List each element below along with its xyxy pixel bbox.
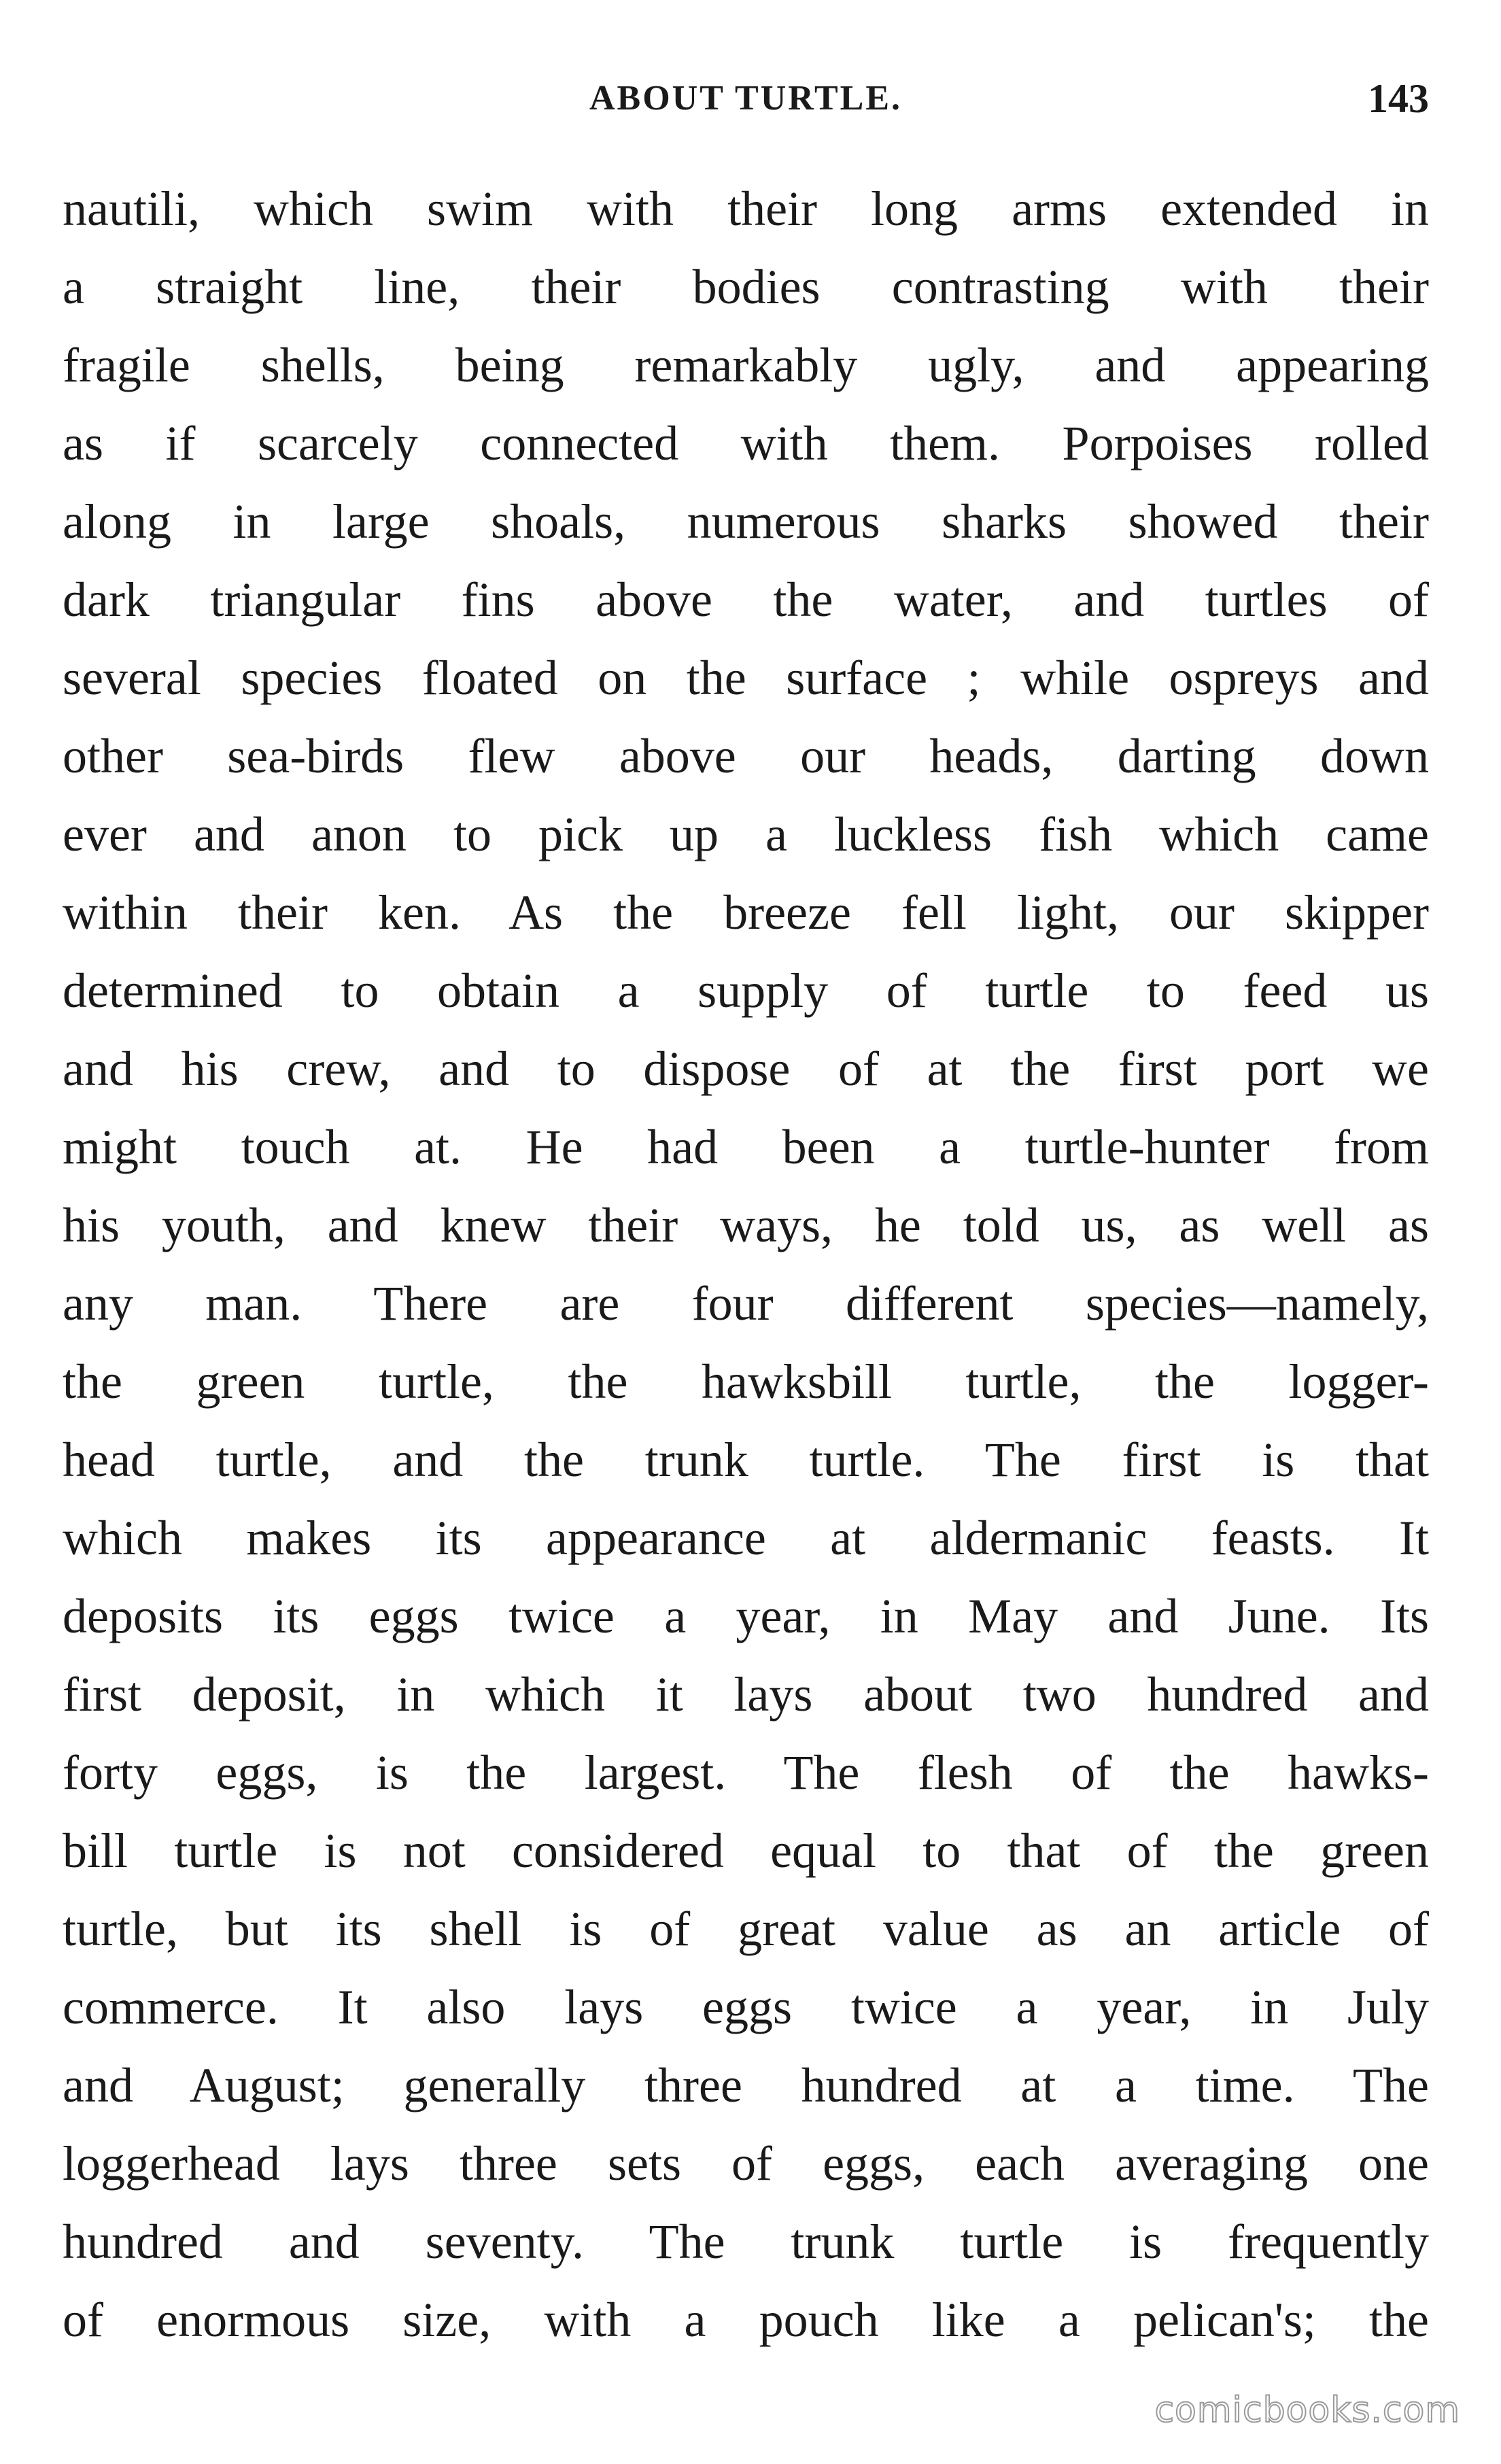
text-line: as if scarcely connected with them. Porpoises rolled: [63, 416, 1429, 470]
text-line: commerce. It also lays eggs twice a year, in July: [63, 1980, 1429, 2034]
text-line: and his crew, and to dispose of at the first port we: [63, 1042, 1429, 1096]
running-title: ABOUT TURTLE.: [589, 79, 903, 118]
text-line: which makes its appearance at aldermanic feasts. It: [63, 1511, 1429, 1565]
text-line: of enormous size, with a pouch like a pelican's; the: [63, 2293, 1429, 2347]
text-line: head turtle, and the trunk turtle. The first is that: [63, 1433, 1429, 1487]
text-line: a straight line, their bodies contrasting with their: [63, 260, 1429, 314]
text-line: nautili, which swim with their long arms extended in: [63, 182, 1429, 236]
text-line: deposits its eggs twice a year, in May and June. Its: [63, 1589, 1429, 1643]
text-line: the green turtle, the hawksbill turtle, the logger-: [63, 1354, 1429, 1409]
text-line: other sea-birds flew above our heads, darting down: [63, 729, 1429, 783]
text-line: bill turtle is not considered equal to that of the green: [63, 1824, 1429, 1878]
text-line: turtle, but its shell is of great value as an article of: [63, 1902, 1429, 1956]
body-text: [63, 170, 1429, 2359]
text-line: his youth, and knew their ways, he told us, as well as: [63, 1198, 1429, 1252]
text-line: determined to obtain a supply of turtle to feed us: [63, 963, 1429, 1018]
text-line: any man. There are four different species—namely,: [63, 1276, 1429, 1331]
text-line: hundred and seventy. The trunk turtle is frequently: [63, 2214, 1429, 2269]
running-head: [63, 68, 1429, 129]
text-line: might touch at. He had been a turtle-hunter from: [63, 1120, 1429, 1174]
text-line: along in large shoals, numerous sharks showed their: [63, 494, 1429, 549]
text-line: loggerhead lays three sets of eggs, each averaging one: [63, 2136, 1429, 2191]
text-line: fragile shells, being remarkably ugly, and appearing: [63, 338, 1429, 392]
text-line: and August; generally three hundred at a time. The: [63, 2058, 1429, 2112]
text-line: dark triangular fins above the water, and turtles of: [63, 572, 1429, 627]
watermark: comicbooks.com: [1154, 2390, 1460, 2431]
text-line: several species floated on the surface ; while ospreys and: [63, 651, 1429, 705]
text-line: forty eggs, is the largest. The flesh of the hawks-: [63, 1745, 1429, 1800]
text-line: ever and anon to pick up a luckless fish which came: [63, 807, 1429, 861]
text-line: within their ken. As the breeze fell light, our skipper: [63, 885, 1429, 940]
text-line: first deposit, in which it lays about two hundred and: [63, 1667, 1429, 1722]
page-number: 143: [1368, 76, 1429, 121]
